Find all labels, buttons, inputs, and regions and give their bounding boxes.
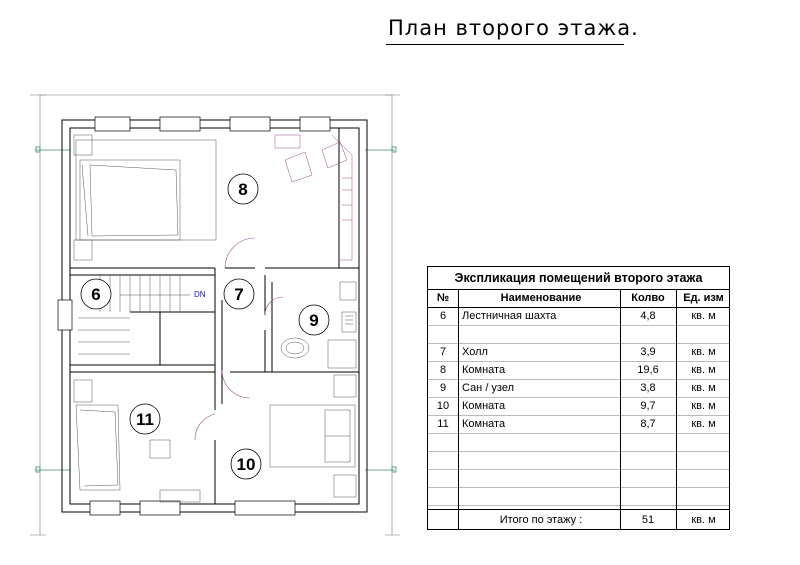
row-num: 10 bbox=[436, 400, 450, 412]
row-name bbox=[462, 325, 620, 343]
room-badge-6 bbox=[81, 279, 111, 309]
row-name: Лестничная шахта bbox=[462, 310, 557, 322]
row-unit: кв. м bbox=[691, 400, 716, 412]
room-number-10: 10 bbox=[236, 455, 256, 474]
row-num: 6 bbox=[439, 310, 447, 322]
row-unit: кв. м bbox=[691, 382, 716, 394]
table-row-empty bbox=[428, 451, 729, 470]
row-name: Холл bbox=[462, 346, 488, 358]
room-number-8: 8 bbox=[238, 180, 248, 199]
header-name: Наименование bbox=[500, 292, 582, 304]
room-badge-7 bbox=[224, 279, 254, 309]
room-badge-11 bbox=[130, 404, 160, 434]
row-unit: кв. м bbox=[691, 364, 716, 376]
row-name: Комната bbox=[462, 418, 506, 430]
room-badge-8 bbox=[228, 174, 258, 204]
row-qty: 3,8 bbox=[640, 382, 656, 394]
room-badge-9 bbox=[299, 305, 329, 335]
header-unit: Ед. изм bbox=[683, 292, 724, 304]
row-unit: кв. м bbox=[691, 418, 716, 430]
room-badge-10 bbox=[231, 449, 261, 479]
table-row bbox=[428, 343, 729, 362]
table-row bbox=[428, 379, 729, 398]
bed-room-11 bbox=[74, 380, 200, 502]
row-num: 9 bbox=[439, 382, 447, 394]
page-title: План второго этажа. bbox=[388, 16, 639, 40]
header-qty: Колво bbox=[631, 292, 665, 304]
room-schedule-table bbox=[427, 266, 730, 530]
room-badges bbox=[81, 174, 329, 479]
col-divider bbox=[620, 289, 621, 529]
row-qty: 4,8 bbox=[640, 310, 656, 322]
table-total-row bbox=[428, 509, 729, 530]
table-title-row bbox=[428, 267, 729, 290]
table-row bbox=[428, 415, 729, 434]
row-qty: 3,9 bbox=[640, 346, 656, 358]
stair-direction-label: DN bbox=[194, 290, 206, 299]
row-qty: 8,7 bbox=[640, 418, 656, 430]
room-number-6: 6 bbox=[91, 285, 101, 304]
row-num: 11 bbox=[437, 418, 449, 430]
row-num bbox=[428, 325, 458, 343]
double-bed-room-10 bbox=[270, 375, 356, 497]
double-bed-room-8 bbox=[74, 135, 216, 260]
col-divider bbox=[458, 289, 459, 529]
table-row bbox=[428, 307, 729, 326]
table-title: Экспликация помещений второго этажа bbox=[454, 271, 703, 285]
room-number-7: 7 bbox=[234, 285, 244, 304]
row-qty bbox=[620, 325, 676, 343]
row-num: 8 bbox=[439, 364, 447, 376]
total-unit: кв. м bbox=[691, 514, 716, 526]
row-qty: 9,7 bbox=[640, 400, 656, 412]
row-name: Комната bbox=[462, 364, 506, 376]
total-qty: 51 bbox=[641, 514, 655, 526]
room-number-11: 11 bbox=[136, 410, 154, 429]
table-row-empty bbox=[428, 469, 729, 488]
desk-furniture-room-8 bbox=[275, 135, 352, 260]
total-label: Итого по этажу : bbox=[499, 514, 583, 526]
header-num: № bbox=[436, 292, 450, 304]
table-row bbox=[428, 361, 729, 380]
room-number-9: 9 bbox=[309, 311, 319, 330]
row-name: Сан / узел bbox=[462, 382, 515, 394]
table-row-empty bbox=[428, 487, 729, 506]
row-unit bbox=[676, 325, 731, 343]
row-num: 7 bbox=[439, 346, 447, 358]
col-divider bbox=[676, 289, 677, 529]
row-unit: кв. м bbox=[691, 310, 716, 322]
row-name: Комната bbox=[462, 400, 506, 412]
row-qty: 19,6 bbox=[637, 364, 659, 376]
table-row bbox=[428, 325, 729, 344]
windows bbox=[58, 117, 330, 515]
table-row-empty bbox=[428, 433, 729, 452]
table-header-row bbox=[428, 289, 729, 308]
row-unit: кв. м bbox=[691, 346, 716, 358]
table-row bbox=[428, 397, 729, 416]
